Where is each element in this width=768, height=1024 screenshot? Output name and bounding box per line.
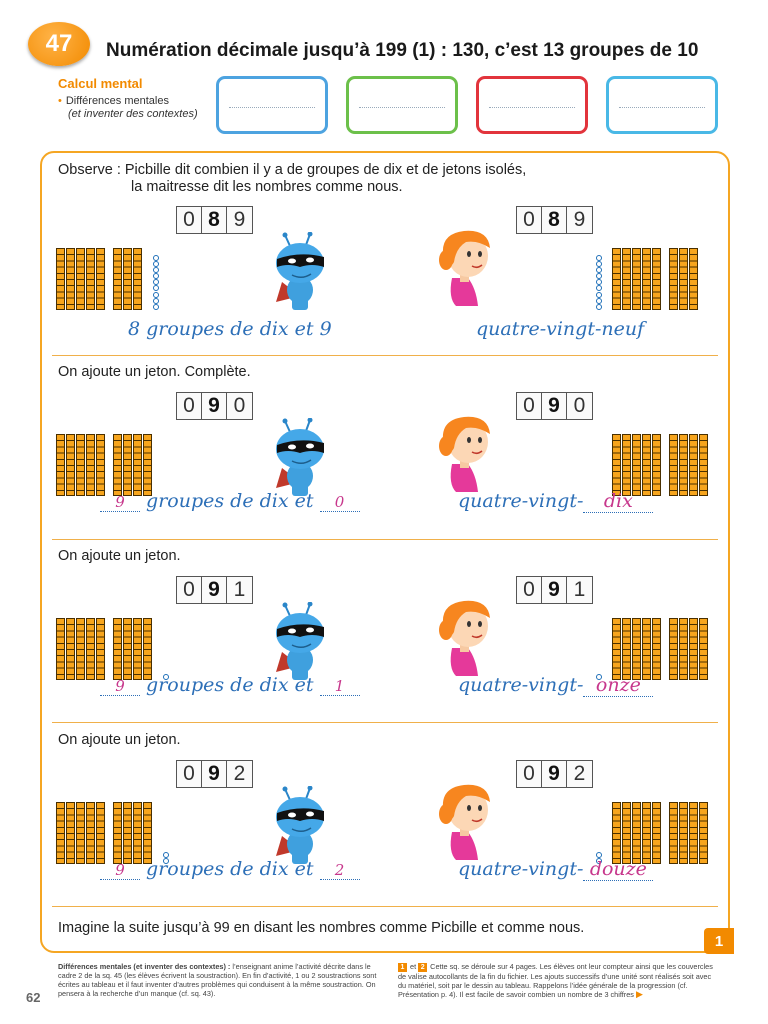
ten-stick-icon (632, 618, 641, 680)
counter-digit: 1 (567, 577, 592, 603)
ten-stick-icon (86, 802, 95, 864)
picbille-robot-icon (270, 232, 330, 312)
unit-token-icon (596, 852, 602, 858)
calcul-mental-item: • Différences mentales (et inventer des contextes) (58, 95, 198, 120)
tens-bundle (596, 248, 699, 310)
final-instruction: Imagine la suite jusqu’à 99 en disant les nombres comme Picbille et comme nous. (58, 920, 585, 936)
instruction-observe: Observe : Picbille dit combien il y a de groupes de dix et de jetons isolés, (58, 162, 527, 178)
tens-bundle (596, 618, 709, 680)
ten-stick-icon (86, 618, 95, 680)
unit-token-icon (153, 298, 159, 304)
number-word-blank[interactable]: douze (583, 858, 653, 881)
ten-stick-icon (679, 248, 688, 310)
counter-teacher (516, 392, 593, 420)
ten-stick-icon (96, 618, 105, 680)
unit-token-icon (153, 292, 159, 298)
ten-stick-icon (699, 618, 708, 680)
ten-stick-icon (113, 802, 122, 864)
counter-picbille (176, 576, 253, 604)
ten-stick-icon (66, 802, 75, 864)
ten-stick-icon (96, 802, 105, 864)
counter-picbille (176, 206, 253, 234)
picbille-robot-icon (270, 786, 330, 866)
picbille-answer (128, 318, 332, 340)
ten-stick-icon (123, 248, 132, 310)
teacher-answer: quatre-vingt- douze (458, 858, 653, 881)
ten-stick-icon (96, 248, 105, 310)
units-count-blank[interactable]: 2 (320, 861, 360, 880)
separator (52, 906, 718, 907)
counter-digit: 9 (542, 393, 567, 419)
unit-token-icon (153, 279, 159, 285)
tens-count-blank[interactable]: 9 (100, 677, 140, 696)
unit-token-icon (596, 273, 602, 279)
next-arrow-icon: ▶ (635, 989, 643, 999)
instruction-observe-2: la maitresse dit les nombres comme nous. (131, 179, 403, 195)
ten-stick-icon (86, 434, 95, 496)
ten-stick-icon (113, 618, 122, 680)
tens-count-blank[interactable]: 9 (100, 493, 140, 512)
unit-token-icon (153, 273, 159, 279)
ten-stick-icon (143, 802, 152, 864)
step-2-icon: 2 (418, 963, 427, 972)
ten-stick-icon (642, 618, 651, 680)
unit-token-icon (153, 261, 159, 267)
tens-bundle (56, 248, 159, 310)
counter-digit: 0 (177, 207, 202, 233)
counter-teacher (516, 206, 593, 234)
ten-stick-icon (133, 618, 142, 680)
teacher-number-text: quatre-vingt-neuf (476, 318, 645, 340)
unit-tokens (153, 248, 159, 310)
counter-digit: 0 (567, 393, 592, 419)
separator (52, 722, 718, 723)
number-word-blank[interactable]: dix (583, 490, 653, 513)
ten-stick-icon (689, 802, 698, 864)
ten-stick-icon (56, 434, 65, 496)
ten-stick-icon (622, 618, 631, 680)
ten-stick-icon (669, 802, 678, 864)
unit-tokens (596, 802, 602, 864)
ten-stick-icon (642, 248, 651, 310)
ten-stick-icon (612, 248, 621, 310)
answer-box-4[interactable] (606, 76, 718, 134)
ten-stick-icon (56, 248, 65, 310)
ten-stick-icon (622, 802, 631, 864)
counter-digit: 9 (542, 577, 567, 603)
unit-token-icon (596, 261, 602, 267)
picbille-answer: 9 groupes de dix et 0 (100, 490, 360, 512)
teacher-girl-icon (434, 596, 496, 676)
ten-stick-icon (699, 434, 708, 496)
counter-digit: 0 (227, 393, 252, 419)
ten-stick-icon (669, 248, 678, 310)
number-word-blank[interactable]: onze (583, 674, 653, 697)
ten-stick-icon (66, 248, 75, 310)
ten-stick-icon (76, 618, 85, 680)
units-count-blank[interactable]: 1 (320, 677, 360, 696)
tens-bundle (56, 618, 169, 680)
ten-stick-icon (66, 434, 75, 496)
counter-digit: 0 (517, 761, 542, 787)
counter-digit: 9 (202, 577, 227, 603)
units-count-blank[interactable]: 0 (320, 493, 360, 512)
tens-bundle (596, 434, 709, 496)
ten-stick-icon (612, 434, 621, 496)
ten-stick-icon (679, 618, 688, 680)
unit-token-icon (153, 304, 159, 310)
unit-tokens (596, 434, 602, 496)
footer-note-right: 1 et 2 Cette sq. se déroule sur 4 pages. Les élèves ont leur compteur ainsi que les couvercles de valise autocollants de la fin du fichier. Les ajouts successifs d’une unité sont réalisés soit avec du matériel, soit par le dessin au tableau. Rappelons l’idée générale de la progression (cf. Présentation p. 4). Il est facile de savoir combien un nombre de 3 chiffres ▶ (398, 962, 713, 999)
page-title: Numération décimale jusqu’à 199 (1) : 130, c’est 13 groupes de 10 (106, 40, 699, 61)
ten-stick-icon (612, 618, 621, 680)
ten-stick-icon (76, 434, 85, 496)
teacher-girl-icon (434, 412, 496, 492)
counter-digit: 0 (177, 393, 202, 419)
unit-token-icon (596, 304, 602, 310)
ten-stick-icon (612, 802, 621, 864)
ten-stick-icon (689, 248, 698, 310)
unit-token-icon (596, 285, 602, 291)
counter-digit: 9 (202, 761, 227, 787)
unit-token-icon (153, 255, 159, 261)
instruction-add-token: On ajoute un jeton. (58, 732, 181, 748)
ten-stick-icon (632, 434, 641, 496)
counter-teacher (516, 576, 593, 604)
tens-count-blank[interactable]: 9 (100, 861, 140, 880)
calcul-mental-title: Calcul mental (58, 76, 143, 91)
unit-tokens (596, 248, 602, 310)
picbille-robot-icon (270, 418, 330, 498)
counter-digit: 0 (177, 577, 202, 603)
ten-stick-icon (133, 802, 142, 864)
ten-stick-icon (632, 802, 641, 864)
counter-digit: 0 (177, 761, 202, 787)
answer-box-3[interactable] (476, 76, 588, 134)
counter-digit: 2 (227, 761, 252, 787)
answer-box-1[interactable] (216, 76, 328, 134)
unit-token-icon (596, 279, 602, 285)
unit-tokens (163, 618, 169, 680)
separator (52, 355, 718, 356)
ten-stick-icon (669, 434, 678, 496)
unit-tokens (163, 802, 169, 864)
instruction-add-token: On ajoute un jeton. (58, 548, 181, 564)
counter-digit: 0 (517, 207, 542, 233)
ten-stick-icon (56, 618, 65, 680)
tens-bundle (56, 802, 169, 864)
unit-tokens (596, 618, 602, 680)
counter-digit: 0 (517, 577, 542, 603)
ten-stick-icon (123, 802, 132, 864)
tens-bundle (56, 434, 169, 496)
ten-stick-icon (699, 802, 708, 864)
ten-stick-icon (96, 434, 105, 496)
ten-stick-icon (76, 802, 85, 864)
teacher-answer: quatre-vingt- dix (458, 490, 653, 513)
ten-stick-icon (689, 618, 698, 680)
ten-stick-icon (652, 618, 661, 680)
counter-digit: 2 (567, 761, 592, 787)
counter-digit: 9 (567, 207, 592, 233)
answer-box-2[interactable] (346, 76, 458, 134)
instruction-complete: On ajoute un jeton. Complète. (58, 364, 251, 380)
counter-digit: 9 (542, 761, 567, 787)
page-number: 62 (26, 990, 41, 1005)
ten-stick-icon (642, 802, 651, 864)
page-tab: 1 (704, 928, 734, 954)
counter-picbille (176, 760, 253, 788)
counter-digit: 9 (227, 207, 252, 233)
unit-token-icon (596, 292, 602, 298)
ten-stick-icon (113, 434, 122, 496)
counter-teacher (516, 760, 593, 788)
ten-stick-icon (133, 434, 142, 496)
bullet-icon: • (58, 95, 62, 107)
ten-stick-icon (679, 434, 688, 496)
ten-stick-icon (679, 802, 688, 864)
ten-stick-icon (86, 248, 95, 310)
ten-stick-icon (113, 248, 122, 310)
ten-stick-icon (56, 802, 65, 864)
ten-stick-icon (652, 248, 661, 310)
ten-stick-icon (669, 618, 678, 680)
step-1-icon: 1 (398, 963, 407, 972)
unit-token-icon (153, 267, 159, 273)
picbille-answer: 9 groupes de dix et 2 (100, 858, 360, 880)
teacher-girl-icon (434, 226, 496, 306)
ten-stick-icon (642, 434, 651, 496)
counter-digit: 9 (202, 393, 227, 419)
counter-digit: 0 (517, 393, 542, 419)
ten-stick-icon (689, 434, 698, 496)
ten-stick-icon (143, 618, 152, 680)
ten-stick-icon (652, 802, 661, 864)
sequence-badge: 47 (28, 22, 90, 66)
ten-stick-icon (143, 434, 152, 496)
unit-token-icon (596, 255, 602, 261)
teacher-answer (476, 318, 644, 340)
unit-token-icon (596, 298, 602, 304)
counter-digit: 8 (542, 207, 567, 233)
tens-bundle (596, 802, 709, 864)
counter-digit: 8 (202, 207, 227, 233)
ten-stick-icon (632, 248, 641, 310)
ten-stick-icon (123, 434, 132, 496)
ten-stick-icon (133, 248, 142, 310)
teacher-girl-icon (434, 780, 496, 860)
picbille-number-text: 8 groupes de dix et 9 (128, 318, 332, 340)
ten-stick-icon (622, 434, 631, 496)
picbille-answer: 9 groupes de dix et 1 (100, 674, 360, 696)
unit-token-icon (153, 285, 159, 291)
unit-token-icon (163, 852, 169, 858)
ten-stick-icon (76, 248, 85, 310)
separator (52, 539, 718, 540)
ten-stick-icon (652, 434, 661, 496)
footer-note-left: Différences mentales (et inventer des contextes) : l’enseignant anime l’activité décrite dans le cadre 2 de la sq. 45 (les élèves écrivent la soustraction). En fin d’activité, 1 ou 2 soustractions sont écrites au tableau et il faut inventer d’autres problèmes qui conduisent à la même soustraction. On pensera à la recherche d’un manque (cf. sq. 43). (58, 962, 377, 998)
counter-digit: 1 (227, 577, 252, 603)
teacher-answer: quatre-vingt- onze (458, 674, 653, 697)
ten-stick-icon (66, 618, 75, 680)
unit-tokens (163, 434, 169, 496)
picbille-robot-icon (270, 602, 330, 682)
ten-stick-icon (123, 618, 132, 680)
unit-token-icon (596, 267, 602, 273)
counter-picbille (176, 392, 253, 420)
ten-stick-icon (622, 248, 631, 310)
